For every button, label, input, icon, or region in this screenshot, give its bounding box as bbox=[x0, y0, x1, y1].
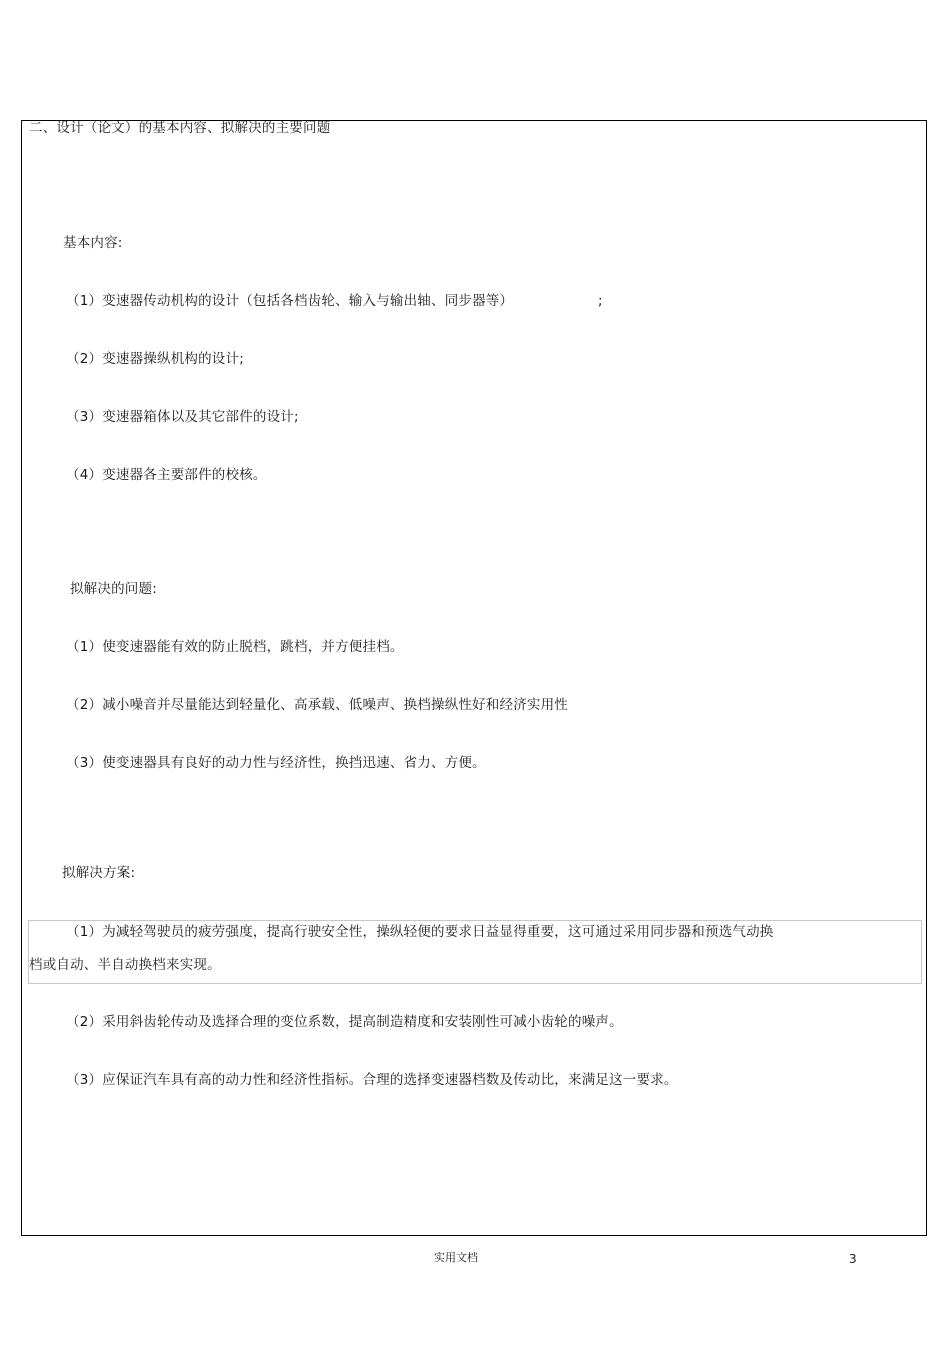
basic-content-item-1-tail: ; bbox=[598, 293, 603, 309]
problem-item-2: （2）减小噪音并尽量能达到轻量化、高承载、低噪声、换档操纵性好和经济实用性 bbox=[66, 697, 568, 713]
content-frame bbox=[21, 120, 927, 1236]
problems-heading: 拟解决的问题: bbox=[70, 581, 157, 597]
solution-item-1-line-1: （1）为减轻驾驶员的疲劳强度，提高行驶安全性，操纵轻便的要求日益显得重要，这可通过采用同步器和预选气动换 bbox=[66, 924, 774, 940]
section-title: 二、设计（论文）的基本内容、拟解决的主要问题 bbox=[29, 120, 331, 136]
basic-content-item-2: （2）变速器操纵机构的设计; bbox=[66, 351, 244, 367]
solutions-heading: 拟解决方案: bbox=[62, 865, 136, 881]
basic-content-item-1: （1）变速器传动机构的设计（包括各档齿轮、输入与输出轴、同步器等） bbox=[66, 293, 514, 309]
basic-content-item-4: （4）变速器各主要部件的校核。 bbox=[66, 467, 267, 483]
basic-content-heading: 基本内容: bbox=[63, 235, 123, 251]
solution-item-3: （3）应保证汽车具有高的动力性和经济性指标。合理的选择变速器档数及传动比，来满足这一要求。 bbox=[66, 1072, 678, 1088]
footer-label: 实用文档 bbox=[434, 1251, 478, 1264]
problem-item-1: （1）使变速器能有效的防止脱档，跳档，并方便挂档。 bbox=[66, 639, 404, 655]
solution-item-1-line-2: 档或自动、半自动换档来实现。 bbox=[29, 957, 221, 973]
basic-content-item-3: （3）变速器箱体以及其它部件的设计; bbox=[66, 409, 299, 425]
page-number: 3 bbox=[849, 1252, 857, 1266]
solution-item-2: （2）采用斜齿轮传动及选择合理的变位系数，提高制造精度和安装刚性可减小齿轮的噪声。 bbox=[66, 1014, 623, 1030]
problem-item-3: （3）使变速器具有良好的动力性与经济性，换挡迅速、省力、方便。 bbox=[66, 755, 486, 771]
